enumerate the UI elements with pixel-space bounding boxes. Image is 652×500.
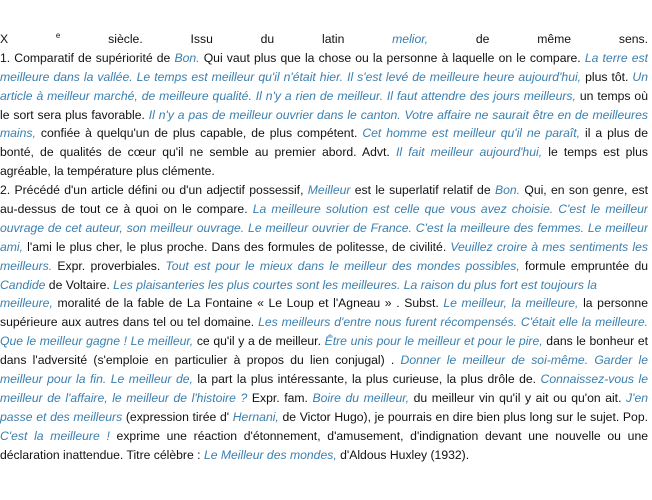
definition-segment: la personne bbox=[578, 296, 648, 311]
example-text: Donner le meilleur de soi-même. Garder le bbox=[400, 353, 648, 368]
text-line bbox=[0, 162, 648, 181]
example-text: Il n'y a pas de meilleur ouvrier dans le canton. Votre affaire ne saurait être en de meilleures bbox=[148, 107, 648, 122]
definition-segment: supérieure aux autres dans tel ou tel domaine. bbox=[0, 315, 259, 330]
definition-segment: au-dessus de tout ce à quoi on le compare. bbox=[0, 202, 253, 217]
text-line bbox=[0, 200, 648, 219]
example-text: meilleure, bbox=[0, 296, 53, 311]
example-text: ami, bbox=[0, 239, 24, 254]
definition-segment: Qui, en son genre, est bbox=[520, 183, 648, 198]
text-line bbox=[0, 370, 648, 389]
definition-segment: 1. Comparatif de supériorité de bbox=[0, 50, 175, 65]
text-line bbox=[0, 124, 648, 143]
definition-segment: 2. Précédé d'un article défini ou d'un adjectif possessif, bbox=[0, 183, 308, 198]
example-text: mains, bbox=[0, 126, 36, 141]
definition-segment: Qui vaut plus que la chose ou la personne à laquelle on le compare. bbox=[199, 50, 585, 65]
definition-segment: du meilleur vin qu'il y ait ou qu'on ait. bbox=[409, 390, 627, 405]
definition-segment: dans le bonheur et bbox=[542, 334, 648, 349]
definition-segment: X bbox=[0, 32, 56, 46]
text-line bbox=[0, 30, 648, 49]
text-line bbox=[0, 313, 648, 332]
text-line bbox=[0, 49, 648, 68]
definition-segment: ce qu'il y a de meilleur. bbox=[193, 334, 325, 349]
text-line bbox=[0, 68, 648, 87]
example-text: Cet homme est meilleur qu'il ne paraît, bbox=[362, 126, 581, 141]
cross-reference-link[interactable]: Bon. bbox=[494, 183, 521, 198]
text-line bbox=[0, 276, 648, 295]
example-text: La terre est bbox=[584, 50, 648, 65]
text-line bbox=[0, 427, 648, 446]
example-text: Le meilleur, la meilleure, bbox=[443, 296, 579, 311]
text-line bbox=[0, 87, 648, 106]
definition-segment: Expr. fam. bbox=[247, 390, 313, 405]
example-text: Il fait meilleur aujourd'hui, bbox=[395, 145, 543, 160]
definition-segment: l'ami le plus cher, le plus proche. Dans des formules de politesse, de civilité. bbox=[23, 239, 451, 254]
definition-segment: de Voltaire. bbox=[45, 277, 114, 292]
example-text: Les meilleurs d'entre nous furent récompensés. C'était elle la meilleure. bbox=[258, 315, 648, 330]
definition-text bbox=[0, 30, 648, 464]
example-text: meilleure dans la vallée. Le temps est meilleur qu'il n'était hier. Il s'est levé de meilleure heure aujourd'hui, bbox=[0, 69, 582, 84]
text-line bbox=[0, 332, 648, 351]
definition-segment: un temps où bbox=[575, 88, 648, 103]
example-text: C'est la meilleure ! bbox=[0, 428, 110, 443]
definition-segment: formule empruntée du bbox=[519, 258, 648, 273]
definition-segment: moralité de la fable de La Fontaine « Le Loup et l'Agneau » . Subst. bbox=[52, 296, 444, 311]
example-text: Un bbox=[632, 69, 648, 84]
definition-segment: siècle. Issu du latin bbox=[60, 32, 393, 46]
text-line bbox=[0, 238, 648, 257]
example-text: Connaissez-vous le bbox=[540, 372, 648, 387]
superscript: e bbox=[55, 30, 61, 40]
definition-segment: de même sens. bbox=[428, 32, 648, 46]
example-text: La meilleure solution est celle que vous avez choisie. C'est le meilleur bbox=[252, 202, 648, 217]
example-text: meilleurs. bbox=[0, 258, 53, 273]
example-text: Que le meilleur gagne ! Le meilleur, bbox=[0, 334, 194, 349]
example-text: Veuillez croire à mes sentiments les bbox=[450, 239, 648, 254]
definition-segment: dans l'adversité (s'emploie en particulier à propos du lien conjugal) . bbox=[0, 353, 401, 368]
example-text: meilleur de l'affaire, le meilleur de l'histoire ? bbox=[0, 390, 248, 405]
example-text: Boire du meilleur, bbox=[312, 390, 410, 405]
example-text: article à meilleur marché, de meilleure qualité. Il n'y a rien de meilleur. Il faut attendre des jours meilleurs, bbox=[0, 88, 576, 103]
example-text: Les plaisanteries les plus courtes sont les meilleures. La raison du plus fort est toujours la bbox=[113, 277, 597, 292]
definition-segment: il a plus de bbox=[580, 126, 648, 141]
example-text: passe et des meilleurs bbox=[0, 409, 123, 424]
text-line bbox=[0, 294, 648, 313]
text-line bbox=[0, 181, 648, 200]
definition-segment: est le superlatif relatif de bbox=[350, 183, 495, 198]
definition-segment: déclaration inattendue. Titre célèbre : bbox=[0, 447, 204, 462]
definition-segment: la part la plus intéressante, la plus curieuse, la plus drôle de. bbox=[192, 372, 541, 387]
definition-segment: exprime une réaction d'étonnement, d'amusement, d'indignation devant une nouvelle ou une bbox=[109, 428, 648, 443]
text-line bbox=[0, 446, 648, 465]
example-text: meilleur pour la fin. Le meilleur de, bbox=[0, 372, 193, 387]
definition-segment: Expr. proverbiales. bbox=[52, 258, 166, 273]
text-line bbox=[0, 143, 648, 162]
cross-reference-link[interactable]: Hernani, bbox=[232, 409, 279, 424]
definition-segment: le sort sera plus favorable. bbox=[0, 107, 149, 122]
definition-segment: le temps est plus bbox=[542, 145, 648, 160]
definition-segment: bonté, de qualités de cœur qu'il ne semble au premier abord. Advt. bbox=[0, 145, 396, 160]
definition-segment: plus tôt. bbox=[581, 69, 633, 84]
definition-segment: de Victor Hugo), je pourrais en dire bien plus long sur le sujet. Pop. bbox=[278, 409, 648, 424]
definition-segment: d'Aldous Huxley (1932). bbox=[336, 447, 470, 462]
definition-segment: agréable, la température plus clémente. bbox=[0, 164, 215, 179]
example-text: ouvrage de cet auteur, son meilleur ouvrage. Le meilleur ouvrier de France. C'est la meilleure des femmes. Le meilleur bbox=[0, 220, 648, 235]
cross-reference-link[interactable]: melior, bbox=[392, 32, 429, 46]
definition-segment: (expression tirée d' bbox=[122, 409, 233, 424]
example-text: J'en bbox=[626, 390, 648, 405]
cross-reference-link[interactable]: Bon. bbox=[174, 50, 200, 65]
cross-reference-link[interactable]: Candide bbox=[0, 277, 46, 292]
cross-reference-link[interactable]: Le Meilleur des mondes, bbox=[203, 447, 337, 462]
text-line bbox=[0, 408, 648, 427]
example-text: Tout est pour le mieux dans le meilleur des mondes possibles, bbox=[165, 258, 520, 273]
text-line bbox=[0, 219, 648, 238]
text-line bbox=[0, 389, 648, 408]
example-text: Être unis pour le meilleur et pour le pire, bbox=[324, 334, 543, 349]
cross-reference-link[interactable]: Meilleur bbox=[307, 183, 351, 198]
definition-segment: confiée à quelqu'un de plus capable, de plus compétent. bbox=[35, 126, 363, 141]
text-line bbox=[0, 351, 648, 370]
text-line bbox=[0, 106, 648, 125]
text-line bbox=[0, 257, 648, 276]
